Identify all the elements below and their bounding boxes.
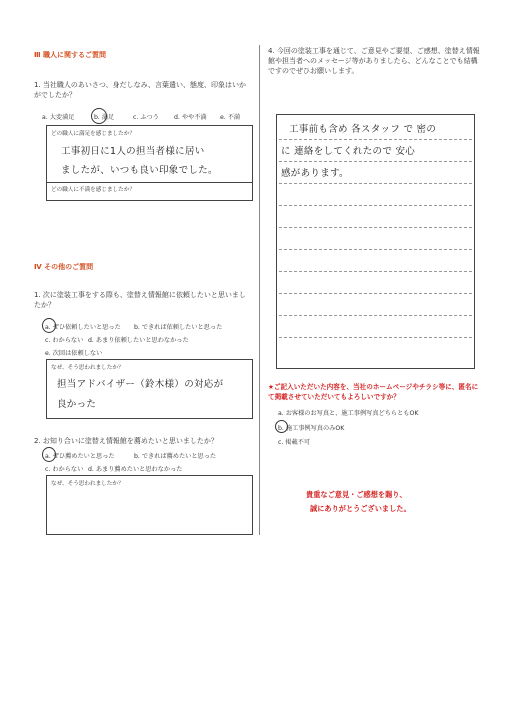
consent-option-b[interactable]: b. 施工事例写真のみOK xyxy=(278,425,345,432)
ruled-line xyxy=(279,205,472,206)
q2-option-a[interactable]: a. ぜひ薦めたいと思った xyxy=(45,453,115,460)
comment-line-3: 感があります。 xyxy=(281,168,349,179)
ruled-line xyxy=(279,139,472,140)
ruled-line xyxy=(279,293,472,294)
comment-line-1: 工事前も含め 各スタッフ で 密の xyxy=(289,124,437,135)
free-comment-box[interactable] xyxy=(276,114,475,369)
q2-reason-caption: なぜ、そう思われましたか？ xyxy=(51,481,124,487)
column-divider xyxy=(259,45,260,535)
thanks-line-2: 誠にありがとうございました。 xyxy=(310,504,411,513)
ruled-line xyxy=(279,315,472,316)
satisfied-caption: どの職人に満足を感じましたか？ xyxy=(51,131,135,137)
ruled-line xyxy=(279,227,472,228)
ruled-line xyxy=(279,183,472,184)
satisfied-staff-box[interactable] xyxy=(46,125,253,201)
comment-line-2: に 連絡をしてくれたので 安心 xyxy=(281,146,416,157)
q2-reason-box[interactable] xyxy=(46,475,253,535)
q2-question: 2. お知り合いに塗替え情報館を薦めたいと思いましたか？ xyxy=(34,437,218,445)
q2-option-d[interactable]: d. あまり薦めたいと思わなかった xyxy=(88,466,183,473)
s3-option-b[interactable]: b. 満足 xyxy=(94,114,115,121)
section-3-question: 1. 当社職人のあいさつ、身だしなみ、言葉遣い、態度、印象はいかがでしたか？ xyxy=(34,81,247,99)
q2-option-c[interactable]: c. わからない xyxy=(45,466,84,473)
s3-option-e[interactable]: e. 不満 xyxy=(220,114,241,121)
q1-reason-caption: なぜ、そう思われましたか？ xyxy=(51,365,124,371)
q1-reason-box[interactable] xyxy=(46,359,253,419)
thanks-line-1: 貴重なご意見・ご感想を賜り、 xyxy=(306,490,407,499)
dissatisfied-caption: どの職人に不満を感じましたか？ xyxy=(51,187,135,193)
selected-circle-mark xyxy=(42,318,56,333)
s3-option-a[interactable]: a. 大変満足 xyxy=(42,114,75,121)
q1-option-d[interactable]: d. あまり依頼したいと思わなかった xyxy=(88,337,189,344)
q4-question: 4. 今回の塗装工事を通じて、ご意見やご要望、ご感想、塗替え情報館や担当者へのメッセージ等がありましたら、どんなことでも結構ですのでぜひお願いします。 xyxy=(268,47,480,75)
q1-option-c[interactable]: c. わからない xyxy=(45,337,84,344)
publish-consent-title: ★ご記入いただいた内容を、当社のホームページやチラシ等に、匿名にて掲載させていただいてもよろしいですか？ xyxy=(268,383,479,401)
satisfied-answer-line-1: 工事初日に1人の担当者様に居い xyxy=(61,146,205,157)
consent-option-a[interactable]: a. お客様のお写真と、施工事例写真どちらともOK xyxy=(278,410,419,417)
consent-option-c[interactable]: c. 掲載不可 xyxy=(278,439,311,446)
q1-reason-answer-line-2: 良かった xyxy=(57,399,97,410)
section-3-heading: Ⅲ 職人に関するご質問 xyxy=(34,51,107,59)
ruled-line xyxy=(279,271,472,272)
ruled-line xyxy=(279,161,472,162)
q1-option-a[interactable]: a. ぜひ依頼したいと思った xyxy=(45,324,121,331)
q1-reason-answer-line-1: 担当アドバイザー（鈴木様）の対応が xyxy=(57,379,224,390)
selected-circle-mark xyxy=(275,420,288,433)
s3-option-c[interactable]: c. ふつう xyxy=(133,114,159,121)
selected-circle-mark xyxy=(42,447,56,462)
ruled-line xyxy=(279,249,472,250)
selected-circle-mark xyxy=(91,108,107,124)
ruled-line xyxy=(279,337,472,338)
box-divider xyxy=(47,182,252,183)
q2-option-b[interactable]: b. できれば薦めたいと思った xyxy=(134,453,217,460)
q1-question: 1. 次に塗装工事をする際も、塗替え情報館に依頼したいと思いましたか？ xyxy=(34,291,246,309)
satisfied-answer-line-2: ましたが、いつも良い印象でした。 xyxy=(61,165,218,176)
s3-option-d[interactable]: d. やや不満 xyxy=(174,114,207,121)
section-4-heading: Ⅳ その他のご質問 xyxy=(34,263,94,271)
q1-option-b[interactable]: b. できれば依頼したいと思った xyxy=(134,324,223,331)
q1-option-e[interactable]: e. 次回は依頼しない xyxy=(45,350,103,357)
